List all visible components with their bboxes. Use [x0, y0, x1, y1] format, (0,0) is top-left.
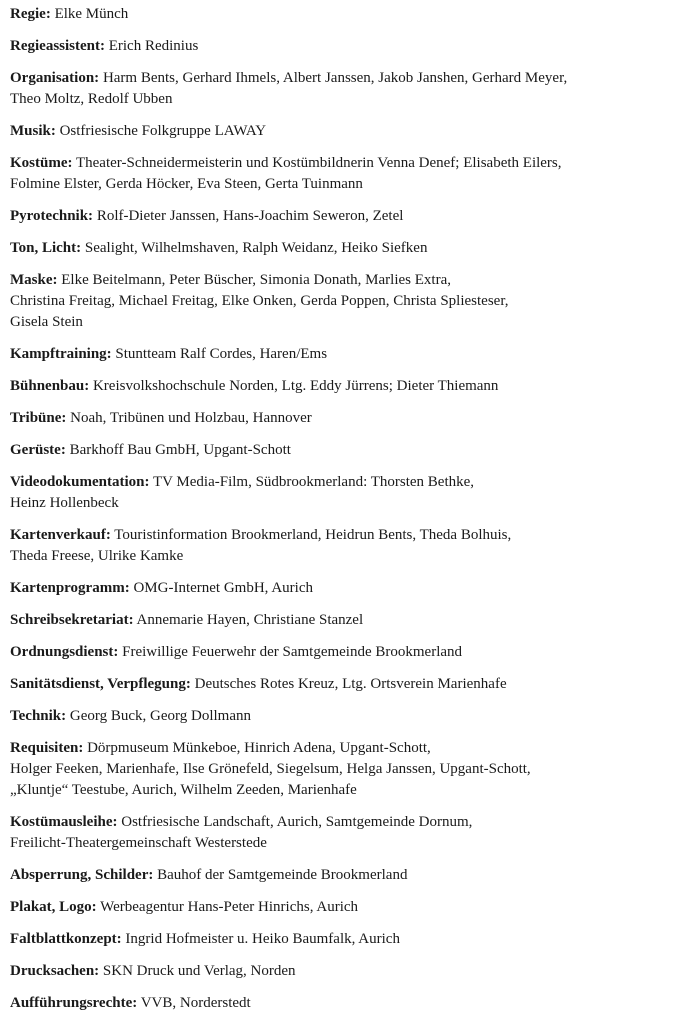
- credit-entry: [10, 993, 686, 1014]
- credit-entry: [10, 897, 686, 918]
- credit-value: Ostfriesische Landschaft, Aurich, Samtgemeinde Dornum, Freilicht-Theatergemeinschaft Westerstede: [10, 814, 473, 851]
- credit-label: Maske:: [10, 272, 58, 288]
- credit-label: Drucksachen:: [10, 963, 100, 979]
- credit-entry: [10, 344, 686, 365]
- credit-label: Sanitätsdienst, Verpflegung:: [10, 676, 191, 692]
- credit-entry: [10, 642, 686, 663]
- credit-value: SKN Druck und Verlag, Norden: [102, 963, 296, 979]
- credit-value: Theater-Schneidermeisterin und Kostümbildnerin Venna Denef; Elisabeth Eilers, Folmine Elster, Gerda Höcker, Eva Steen, Gerta Tuinmann: [10, 155, 562, 192]
- credit-entry: [10, 674, 686, 695]
- credit-value: Rolf-Dieter Janssen, Hans-Joachim Seweron, Zetel: [96, 208, 404, 224]
- credit-label: Musik:: [10, 123, 56, 139]
- credit-label: Requisiten:: [10, 740, 84, 756]
- credit-label: Tribüne:: [10, 410, 67, 426]
- credit-label: Videodokumentation:: [10, 474, 150, 490]
- credit-entry: [10, 68, 686, 110]
- credit-entry: [10, 706, 686, 727]
- credit-entry: [10, 440, 686, 461]
- credit-value: Elke Beitelmann, Peter Büscher, Simonia Donath, Marlies Extra, Christina Freitag, Michael Freitag, Elke Onken, Gerda Poppen, Christa Spliesteser, Gisela Stein: [10, 272, 509, 330]
- credit-label: Kostümausleihe:: [10, 814, 118, 830]
- credit-value: Freiwillige Feuerwehr der Samtgemeinde Brookmerland: [122, 644, 463, 660]
- credit-label: Pyrotechnik:: [10, 208, 94, 224]
- credit-value: Noah, Tribünen und Holzbau, Hannover: [70, 410, 312, 426]
- credit-entry: [10, 121, 686, 142]
- credit-entry: [10, 961, 686, 982]
- credit-value: Sealight, Wilhelmshaven, Ralph Weidanz, Heiko Siefken: [84, 240, 428, 256]
- credit-label: Plakat, Logo:: [10, 899, 97, 915]
- credit-value: Deutsches Rotes Kreuz, Ltg. Ortsverein Marienhafe: [194, 676, 507, 692]
- credit-entry: [10, 4, 686, 25]
- credit-value: Annemarie Hayen, Christiane Stanzel: [136, 612, 364, 628]
- credit-label: Kampftraining:: [10, 346, 112, 362]
- credit-label: Absperrung, Schilder:: [10, 867, 154, 883]
- credit-entry: [10, 865, 686, 886]
- credit-value: Ingrid Hofmeister u. Heiko Baumfalk, Aurich: [125, 931, 400, 947]
- credit-label: Organisation:: [10, 70, 100, 86]
- credit-entry: [10, 376, 686, 397]
- credit-entry: [10, 408, 686, 429]
- credit-entry: [10, 238, 686, 259]
- credit-value: Dörpmuseum Münkeboe, Hinrich Adena, Upgant-Schott, Holger Feeken, Marienhafe, Ilse Grönefeld, Siegelsum, Helga Janssen, Upgant-Schott, „Kluntje“ Teestube, Aurich, Wilhelm Zeeden, Marienhafe: [10, 740, 531, 798]
- credit-value: Ostfriesische Folkgruppe LAWAY: [59, 123, 267, 139]
- credit-value: Erich Redinius: [108, 38, 199, 54]
- credit-entry: [10, 36, 686, 57]
- credit-entry: [10, 206, 686, 227]
- credit-entry: [10, 525, 686, 567]
- credit-entry: [10, 472, 686, 514]
- credits-list: [10, 4, 686, 1025]
- credit-entry: [10, 578, 686, 599]
- credit-label: Kartenverkauf:: [10, 527, 111, 543]
- credit-value: Stuntteam Ralf Cordes, Haren/Ems: [115, 346, 328, 362]
- credit-entry: [10, 812, 686, 854]
- credit-value: Georg Buck, Georg Dollmann: [69, 708, 251, 724]
- credit-value: Kreisvolkshochschule Norden, Ltg. Eddy Jürrens; Dieter Thiemann: [92, 378, 499, 394]
- credit-label: Regie:: [10, 6, 51, 22]
- credit-value: Bauhof der Samtgemeinde Brookmerland: [157, 867, 408, 883]
- credit-label: Technik:: [10, 708, 67, 724]
- credit-value: OMG-Internet GmbH, Aurich: [133, 580, 313, 596]
- credit-value: Elke Münch: [54, 6, 129, 22]
- credit-label: Aufführungsrechte:: [10, 995, 138, 1011]
- credit-label: Gerüste:: [10, 442, 66, 458]
- credit-label: Faltblattkonzept:: [10, 931, 122, 947]
- credit-value: Barkhoff Bau GmbH, Upgant-Schott: [69, 442, 291, 458]
- credit-value: Touristinformation Brookmerland, Heidrun Bents, Theda Bolhuis, Theda Freese, Ulrike Kamke: [10, 527, 512, 564]
- credit-value: TV Media-Film, Südbrookmerland: Thorsten Bethke, Heinz Hollenbeck: [10, 474, 475, 511]
- credit-entry: [10, 929, 686, 950]
- credit-entry: [10, 153, 686, 195]
- credit-label: Kartenprogramm:: [10, 580, 130, 596]
- credit-label: Regieassistent:: [10, 38, 105, 54]
- credit-label: Bühnenbau:: [10, 378, 90, 394]
- credit-label: Kostüme:: [10, 155, 73, 171]
- credit-value: Werbeagentur Hans-Peter Hinrichs, Aurich: [100, 899, 359, 915]
- credit-label: Ordnungsdienst:: [10, 644, 119, 660]
- credit-value: Harm Bents, Gerhard Ihmels, Albert Janssen, Jakob Janshen, Gerhard Meyer, Theo Moltz, Redolf Ubben: [10, 70, 568, 107]
- credit-entry: [10, 270, 686, 333]
- credit-entry: [10, 738, 686, 801]
- credit-label: Schreibsekretariat:: [10, 612, 134, 628]
- credit-label: Ton, Licht:: [10, 240, 82, 256]
- credit-value: VVB, Norderstedt: [140, 995, 251, 1011]
- credit-entry: [10, 610, 686, 631]
